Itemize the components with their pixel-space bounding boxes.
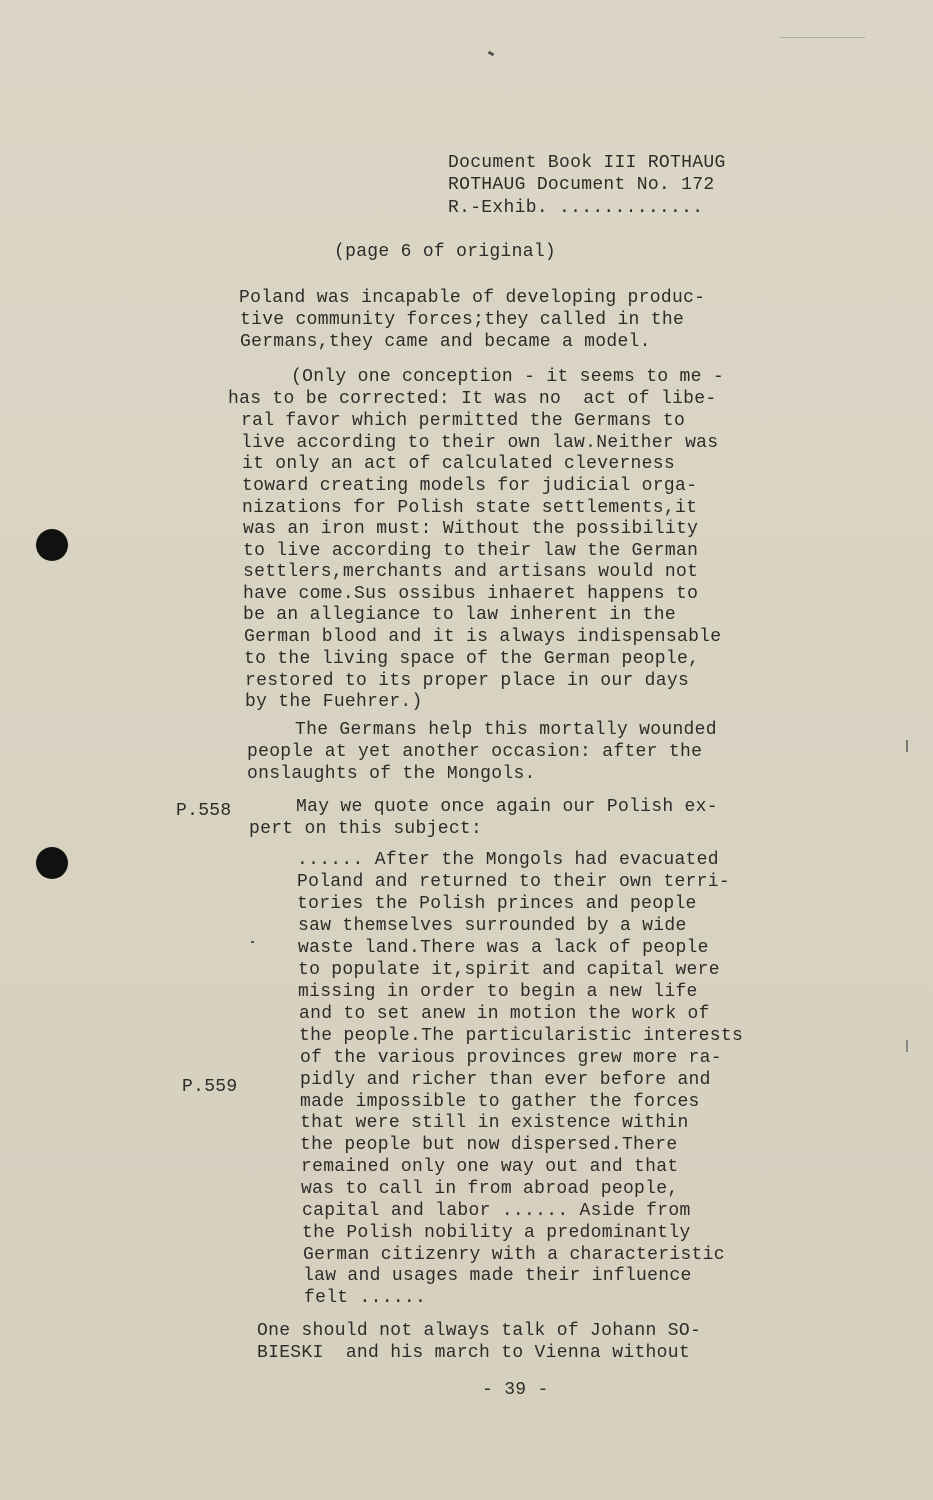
- para2-line: toward creating models for judicial orga-: [242, 476, 698, 496]
- para5-line: BIESKI and his march to Vienna without: [257, 1343, 690, 1363]
- quote-line: of the various provinces grew more ra-: [300, 1048, 722, 1068]
- para1-line: Poland was incapable of developing produc-: [239, 288, 706, 308]
- para2-line: to live according to their law the German: [243, 541, 699, 561]
- para2-line: German blood and it is always indispensable: [244, 627, 722, 647]
- para3-line: onslaughts of the Mongols.: [247, 764, 536, 784]
- margin-note-p558: P.558: [176, 801, 232, 821]
- quote-line: and to set anew in motion the work of: [299, 1004, 710, 1024]
- quote-line: remained only one way out and that: [301, 1157, 679, 1177]
- page-number: - 39 -: [482, 1380, 549, 1400]
- quote-line: law and usages made their influence: [303, 1266, 692, 1286]
- edge-mark: [906, 740, 908, 752]
- para3-line: people at yet another occasion: after the: [247, 742, 703, 762]
- para2-line: restored to its proper place in our days: [245, 671, 690, 691]
- quote-line: Poland and returned to their own terri-: [297, 872, 730, 892]
- ink-speck: [488, 51, 495, 57]
- header-line-1: Document Book III ROTHAUG: [448, 153, 726, 173]
- page-reference: (page 6 of original): [334, 242, 557, 262]
- punch-hole: [36, 847, 68, 879]
- quote-line: tories the Polish princes and people: [297, 894, 697, 914]
- quote-line: the people.The particularistic interests: [299, 1026, 744, 1046]
- quote-line: was to call in from abroad people,: [301, 1179, 679, 1199]
- para2-line: it only an act of calculated cleverness: [242, 454, 675, 474]
- para2-line: has to be corrected: It was no act of libe-: [228, 389, 717, 409]
- quote-line: the people but now dispersed.There: [300, 1135, 678, 1155]
- para2-line: live according to their own law.Neither was: [241, 433, 719, 453]
- para2-line: be an allegiance to law inherent in the: [243, 605, 676, 625]
- quote-line: missing in order to begin a new life: [298, 982, 698, 1002]
- quote-line: capital and labor ...... Aside from: [302, 1201, 691, 1221]
- quote-line: ...... After the Mongols had evacuated: [297, 850, 719, 870]
- quote-line: pidly and richer than ever before and: [300, 1070, 711, 1090]
- para5-line: One should not always talk of Johann SO-: [257, 1321, 702, 1341]
- para1-line: Germans,they came and became a model.: [240, 332, 651, 352]
- edge-mark: [780, 37, 865, 38]
- quote-line: the Polish nobility a predominantly: [302, 1223, 691, 1243]
- para2-line: (Only one conception - it seems to me -: [291, 367, 724, 387]
- para2-line: was an iron must: Without the possibility: [243, 519, 699, 539]
- para2-line: to the living space of the German people,: [244, 649, 700, 669]
- quote-line: German citizenry with a characteristic: [303, 1245, 725, 1265]
- margin-note-p559: P.559: [182, 1077, 238, 1097]
- para3-line: The Germans help this mortally wounded: [295, 720, 717, 740]
- para2-line: have come.Sus ossibus inhaeret happens to: [243, 584, 699, 604]
- para4-line: May we quote once again our Polish ex-: [296, 797, 718, 817]
- para2-line: ral favor which permitted the Germans to: [241, 411, 686, 431]
- para4-line: pert on this subject:: [249, 819, 483, 839]
- header-line-2: ROTHAUG Document No. 172: [448, 175, 715, 195]
- ink-speck: [251, 941, 254, 943]
- header-line-3: R.-Exhib. .............: [448, 198, 704, 218]
- para2-line: nizations for Polish state settlements,it: [242, 498, 698, 518]
- quote-line: that were still in existence within: [300, 1113, 689, 1133]
- quote-line: made impossible to gather the forces: [300, 1092, 700, 1112]
- quote-line: to populate it,spirit and capital were: [298, 960, 720, 980]
- edge-mark: [906, 1040, 908, 1052]
- para2-line: settlers,merchants and artisans would not: [243, 562, 699, 582]
- quote-line: felt ......: [304, 1288, 427, 1308]
- punch-hole: [36, 529, 68, 561]
- quote-line: saw themselves surrounded by a wide: [298, 916, 687, 936]
- quote-line: waste land.There was a lack of people: [298, 938, 709, 958]
- para2-line: by the Fuehrer.): [245, 692, 423, 712]
- para1-line: tive community forces;they called in the: [240, 310, 685, 330]
